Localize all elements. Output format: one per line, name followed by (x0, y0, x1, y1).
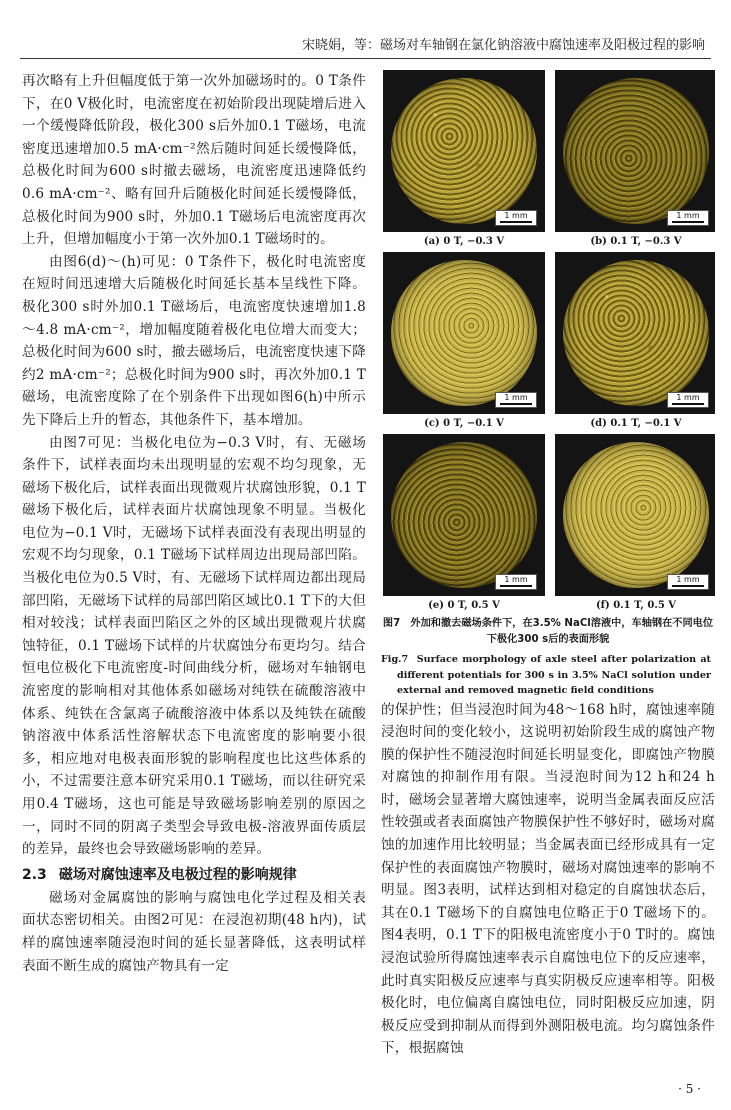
figure-panel-d (555, 252, 715, 434)
section-heading (22, 863, 366, 887)
micrograph-image (555, 252, 715, 414)
panel-caption: (e) 0 T, 0.5 V (428, 600, 500, 611)
figure-caption-english (381, 652, 715, 699)
body-paragraph: 由图6(d)～(h)可见：0 T条件下，极化时电流密度在短时间迅速增大后随极化时间延长基本呈线性下降。极化300 s时外加0.1 T磁场后，电流密度快速增加1.8～4.8 mA·cm⁻²，增加幅度随着极化电位增大而变大；总极化时间为600 s时，撤去磁场后，电流密度快速下降约2 mA·cm⁻²；总极化时间为900 s时，再次外加0.1 T磁场，电流密度除了在个别条件下出现如图6(h)中所示先下降后上升的暂态，其他条件下，基本增加。 (22, 253, 366, 428)
figure-panel-b (555, 70, 715, 252)
micrograph-image (555, 434, 715, 596)
figure-label: Fig.7 (381, 654, 409, 665)
figure-panel-a (383, 70, 545, 252)
micrograph-image (383, 434, 545, 596)
scale-bar-label: 1 mm (504, 575, 528, 584)
figure-panel-c (383, 252, 545, 434)
specimen-disc (391, 260, 537, 406)
figure-panel-e (383, 434, 545, 616)
page-number: · 5 · (678, 1082, 701, 1096)
specimen-disc (563, 260, 709, 406)
panel-caption: (d) 0.1 T, −0.1 V (590, 418, 682, 429)
scale-bar-label: 1 mm (676, 211, 700, 220)
figure-caption-chinese: 图7 外加和撤去磁场条件下，在3.5% NaCl溶液中，车轴钢在不同电位下极化300 s后的表面形貌 (382, 618, 714, 645)
header-rule (20, 58, 711, 59)
figure-panel-f (555, 434, 715, 616)
panel-caption: (a) 0 T, −0.3 V (423, 236, 505, 247)
scale-bar-label: 1 mm (676, 393, 700, 402)
figure-panel-grid (381, 70, 715, 616)
right-column (381, 70, 715, 1082)
micrograph-image (555, 70, 715, 232)
scale-bar-label: 1 mm (504, 211, 528, 220)
section-number: 2.3 (22, 866, 47, 883)
panel-caption: (b) 0.1 T, −0.3 V (590, 236, 682, 247)
body-paragraph: 的保护性；但当浸泡时间为48～168 h时，腐蚀速率随浸泡时间的变化较小，这说明初始阶段生成的腐蚀产物膜的保护性不随浸泡时间延长明显变化，即腐蚀产物膜对腐蚀的抑制作用有限。当浸泡时间为12 h和24 h时，磁场会显著增大腐蚀速率，说明当金属表面反应活性较强或者表面腐蚀产物膜保护性不够好时，磁场对腐蚀的加速作用比较明显；当金属表面已经形成具有一定保护性的表面腐蚀产物膜时，磁场对腐蚀速率的影响不明显。图3表明，试样达到相对稳定的自腐蚀状态后，其在0.1 T磁场下的自腐蚀电位略正于0 T磁场下的。图4表明，0.1 T下的阳极电流密度小于0 T时的。腐蚀浸泡试验所得腐蚀速率表示自腐蚀电位下的反应速率，此时真实阳极反应速率与真实阴极反应速率相等。阳极极化时，电位偏离自腐蚀电位，同时阳极反应加速，阴极反应受到抑制从而得到外测阳极电流。均匀腐蚀条件下，根据腐蚀 (381, 701, 715, 1057)
scale-bar (495, 210, 537, 226)
scale-bar (495, 574, 537, 590)
specimen-disc (563, 78, 709, 224)
figure-caption-english-text: Surface morphology of axle steel after polarization at different potentials for 300 s in 3.5% NaCl solution under external and removed magnetic field conditions (397, 654, 711, 696)
scale-bar (667, 210, 709, 226)
body-paragraph: 再次略有上升但幅度低于第一次外加磁场时的。0 T条件下，在0 V极化时，电流密度在初始阶段出现陡增后进入一个缓慢降低阶段，极化300 s后外加0.1 T磁场，电流密度迅速增加0.5 mA·cm⁻²然后随时间延长缓慢降低，总极化时间为600 s时撤去磁场，电流密度迅速降低约0.6 mA·cm⁻²、略有回升后随极化时间延长缓慢降低，总极化时间为900 s时，外加0.1 T磁场后电流密度再次上升，但增加幅度小于第一次外加0.1 T磁场时的。 (22, 73, 366, 248)
specimen-disc (563, 442, 709, 588)
specimen-disc (391, 78, 537, 224)
scale-bar-label: 1 mm (676, 575, 700, 584)
section-title: 磁场对腐蚀速率及电极过程的影响规律 (58, 866, 297, 883)
scale-bar (495, 392, 537, 408)
micrograph-image (383, 252, 545, 414)
scale-bar (667, 574, 709, 590)
panel-caption: (f) 0.1 T, 0.5 V (595, 600, 677, 611)
running-header-title: 宋晓娟，等：磁场对车轴钢在氯化钠溶液中腐蚀速率及阳极过程的影响 (301, 38, 705, 53)
panel-caption: (c) 0 T, −0.1 V (424, 418, 504, 429)
left-column (22, 70, 366, 1082)
specimen-disc (391, 442, 537, 588)
figure-7 (381, 70, 715, 699)
scale-bar (667, 392, 709, 408)
body-paragraph: 由图7可见：当极化电位为−0.3 V时，有、无磁场条件下，试样表面均未出现明显的宏观不均匀现象，无磁场下极化后，试样表面出现微观片状腐蚀形貌，0.1 T磁场下极化后，试样表面片状腐蚀现象不明显。当极化电位为−0.1 V时，无磁场下试样表面没有表现出明显的宏观不均匀现象，0.1 T磁场下试样周边出现局部凹陷。当极化电位为0.5 V时，有、无磁场下试样周边都出现局部凹陷，无磁场下试样的局部凹陷区域比0.1 T下的大但相对较浅；试样表面凹陷区之外的区域出现微观片状腐蚀特征，0.1 T磁场下试样的片状腐蚀分布更均匀。结合恒电位极化下电流密度-时间曲线分析，磁场对车轴钢电流密度的影响相对其他体系如磁场对纯铁在硫酸溶液中体系、纯铁在含氯离子硫酸溶液中体系以及纯铁在硫酸钠溶液中体系活性溶解状态下电流密度的影响要小很多，相应地对电极表面形貌的影响程度也比这些体系的小，不过需要注意本研究采用0.1 T磁场，而以往研究采用0.4 T磁场，这也可能是导致磁场影响差别的原因之一，同时不同的阴离子类型会导致电极-溶液界面传质层的差异，最终也会导致磁场影响的差异。 (22, 434, 366, 858)
micrograph-image (383, 70, 545, 232)
scale-bar-label: 1 mm (504, 393, 528, 402)
body-paragraph: 磁场对金属腐蚀的影响与腐蚀电化学过程及相关表面状态密切相关。由图2可见：在浸泡初期(48 h内)，试样的腐蚀速率随浸泡时间的延长显著降低，这表明试样表面不断生成的腐蚀产物具有一定 (22, 889, 366, 974)
running-header (0, 0, 731, 62)
